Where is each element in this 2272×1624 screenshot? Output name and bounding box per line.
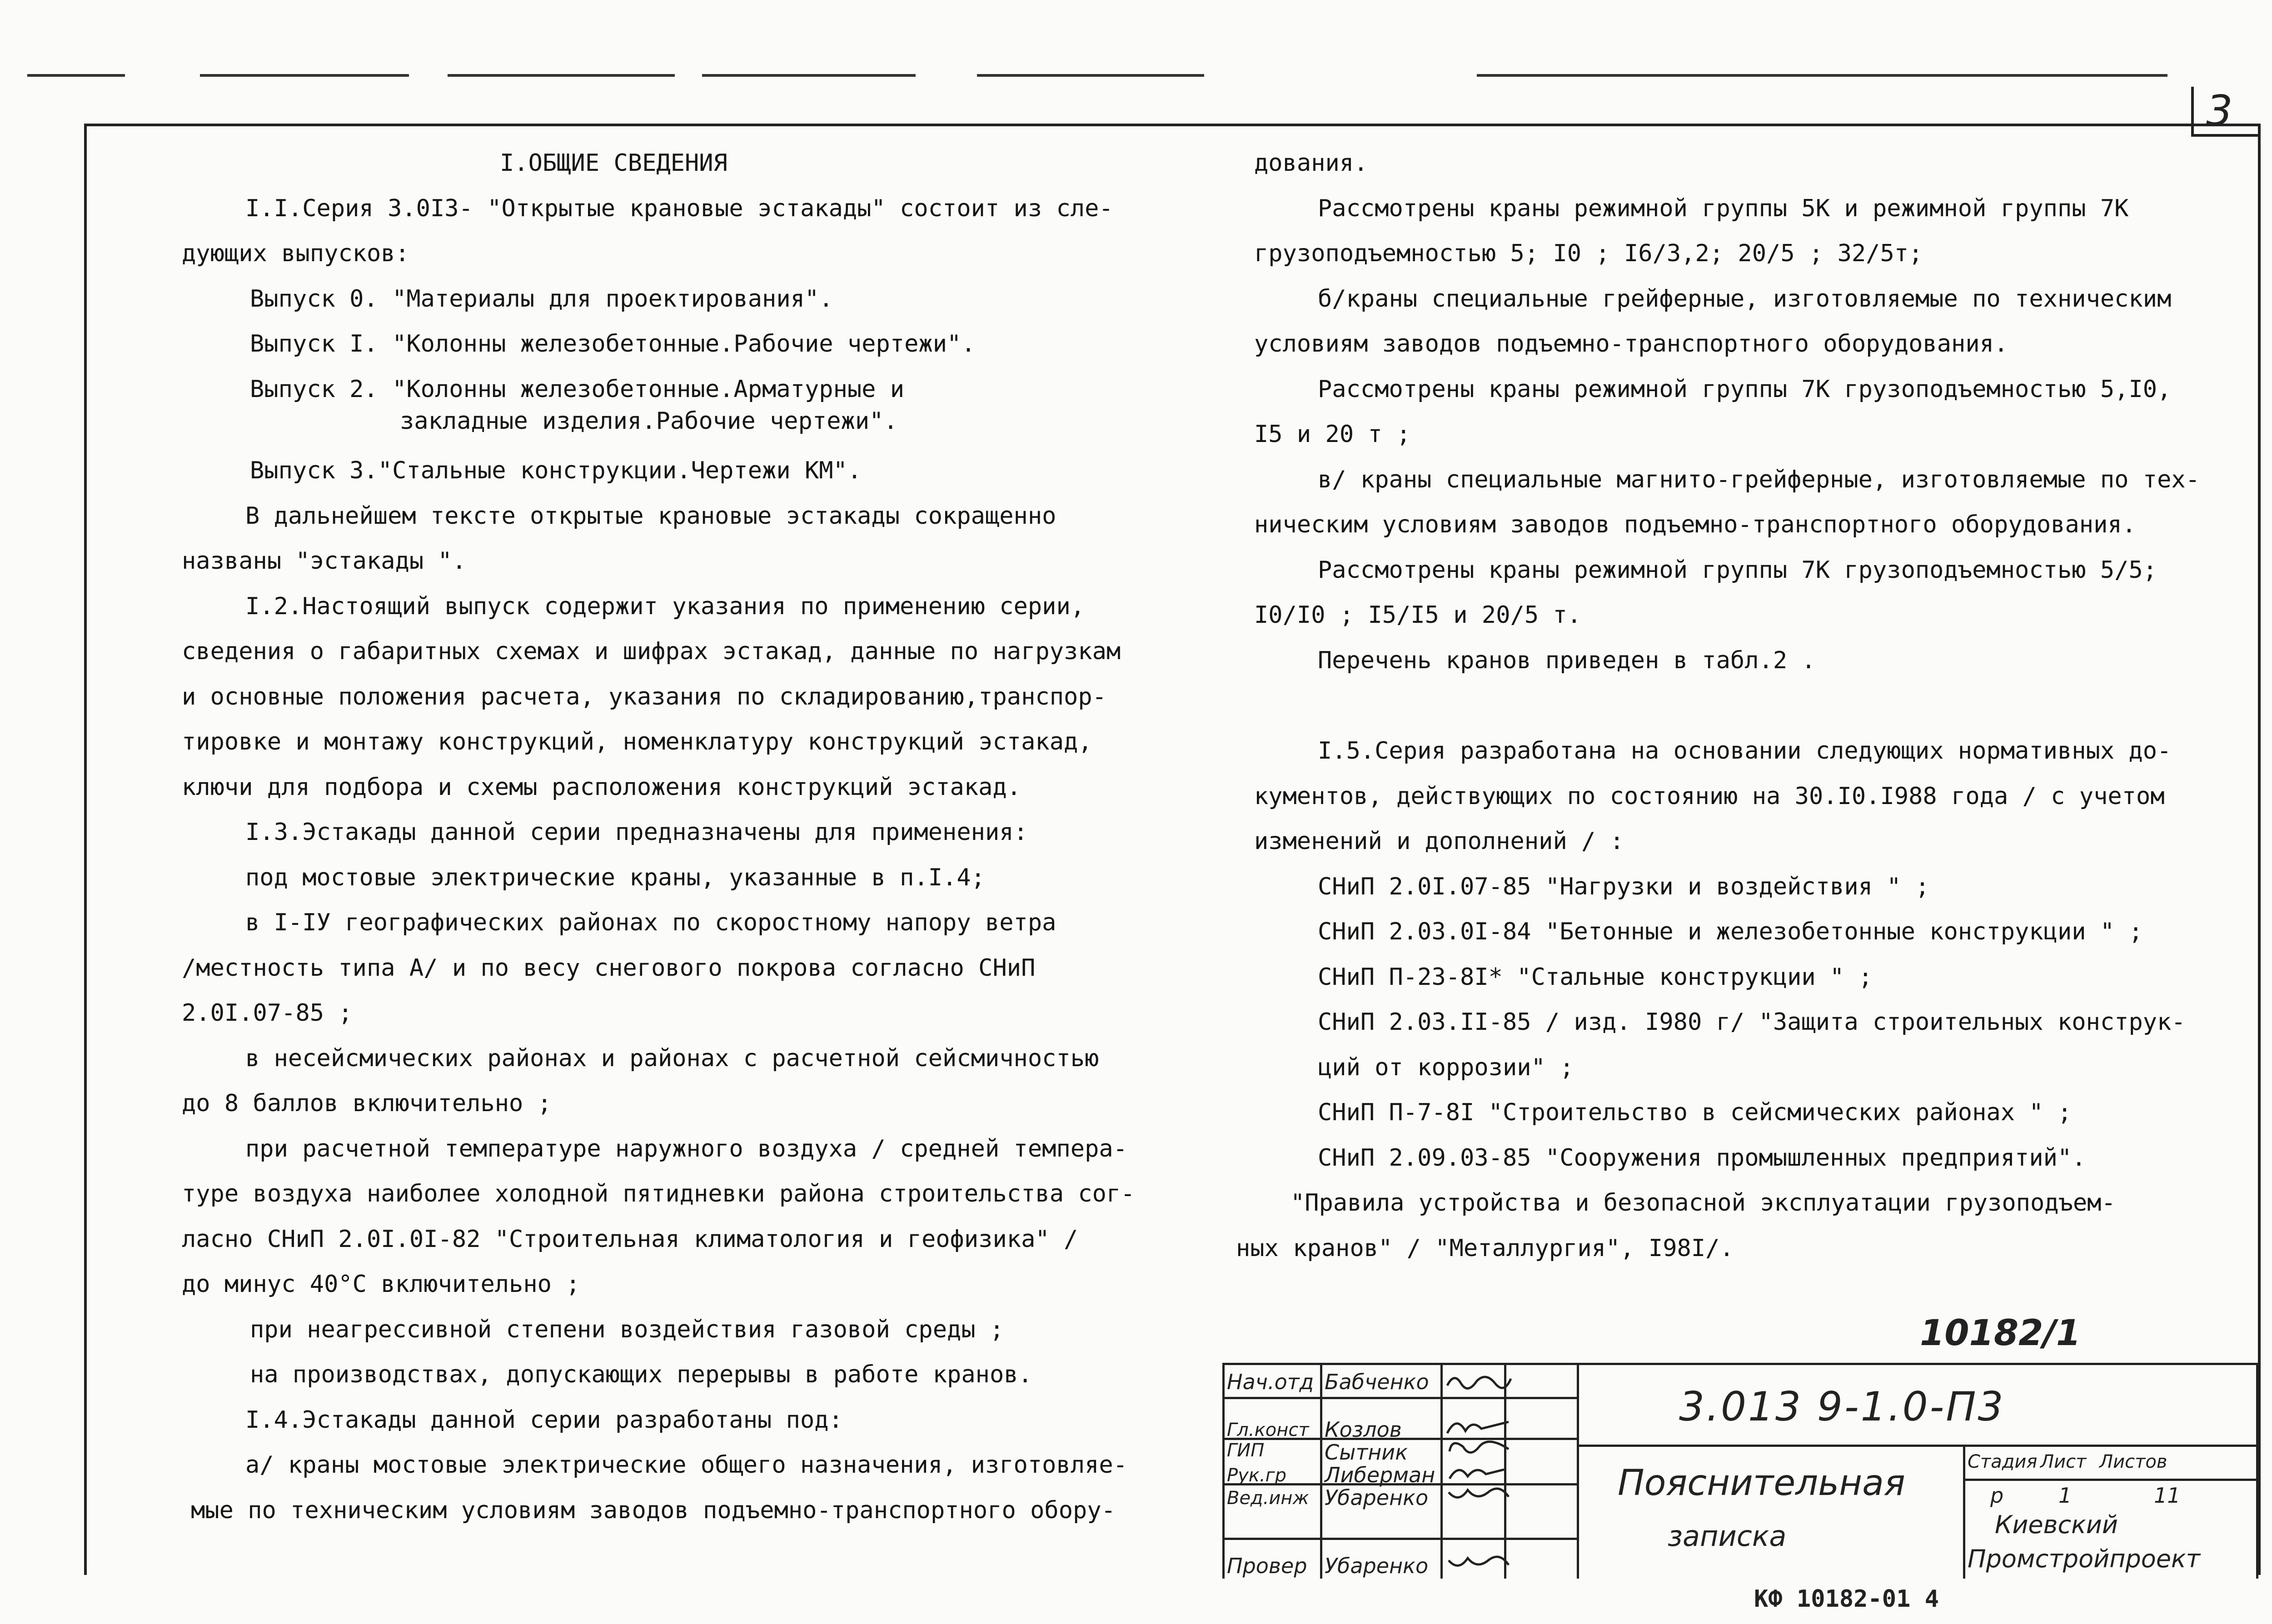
divider [1440,1363,1443,1579]
divider [1320,1363,1322,1579]
text-line: изменений и дополнений / : [1254,828,1624,855]
divider [27,74,125,77]
role-label: Провер [1227,1554,1307,1578]
stage-value: р [1990,1483,2004,1508]
text-line: в/ краны специальные магнито-грейферные, изготовляемые по тех- [1318,466,2200,493]
text-line: тировке и монтажу конструкций, номенклатуру конструкций эстакад, [182,728,1092,755]
sheets-header: Листов [2099,1451,2167,1472]
person-name: Бабченко [1325,1370,1429,1394]
divider [1222,1363,2261,1365]
person-name: Либерман [1325,1463,1435,1487]
text-line: при расчетной температуре наружного воздуха / средней темпера- [245,1135,1128,1162]
text-line: ций от коррозии" ; [1318,1053,1574,1081]
divider [1477,74,2167,77]
signature-icon [1445,1415,1513,1438]
text-line: Выпуск 2. "Колонны железобетонные.Арматурные и [250,375,905,403]
text-line: ных кранов" / "Металлургия", I98I/. [1236,1234,1734,1262]
sheet-number: 3 [2206,86,2233,135]
text-line: СНиП 2.03.0I-84 "Бетонные и железобетонные конструкции " ; [1318,918,2143,945]
text-line: закладные изделия.Рабочие чертежи". [400,407,898,435]
text-line: мые по техническим условиям заводов подъемно-транспортного обору- [191,1496,1116,1524]
text-line: Выпуск 0. "Материалы для проектирования". [250,285,833,313]
document-code: 3.013 9-1.0-П3 [1679,1383,2005,1430]
text-line: 2.0I.07-85 ; [182,999,353,1027]
text-line: в несейсмических районах и районах с расчетной сейсмичностью [245,1044,1099,1072]
divider [1963,1445,1965,1579]
text-line: I.5.Серия разработана на основании следующих нормативных до- [1318,737,2172,765]
text-line: Рассмотрены краны режимной группы 5К и режимной группы 7К [1318,194,2129,222]
footer-code [1754,1585,1939,1613]
divider [702,74,916,77]
role-label: Нач.отд [1227,1370,1314,1394]
signature-icon [1445,1551,1513,1574]
text-line: ключи для подбора и схемы расположения конструкций эстакад. [182,773,1021,801]
text-line: В дальнейшем тексте открытые крановые эстакады сокращенно [245,502,1056,530]
divider [977,74,1204,77]
divider [1577,1445,2261,1447]
organization-name: Промстройпроект [1968,1545,2201,1573]
text-line: Выпуск I. "Колонны железобетонные.Рабочие чертежи". [250,330,976,358]
document-title: Пояснительная [1618,1463,1905,1504]
organization-name: Киевский [1995,1510,2118,1539]
role-label: Вед.инж [1227,1488,1309,1509]
text-line: СНиП 2.0I.07-85 "Нагрузки и воздействия " ; [1318,873,1930,900]
text-line: до минус 40°С включительно ; [182,1271,580,1298]
text-line: туре воздуха наиболее холодной пятидневки района строительства сог- [182,1180,1135,1207]
text-line: СНиП 2.03.II-85 / изд. I980 г/ "Защита строительных конструк- [1318,1008,2186,1036]
signature-icon [1445,1460,1513,1483]
text-line: кументов, действующих по состоянию на 30.I0.I988 года / с учетом [1254,782,2165,810]
signature-icon [1445,1438,1513,1460]
divider [1222,1397,1577,1399]
divider [1963,1479,2261,1481]
divider [1577,1363,1579,1579]
text-line: Выпуск 3."Стальные конструкции.Чертежи КМ". [250,457,862,484]
text-line: "Правила устройства и безопасной эксплуатации грузоподъем- [1290,1189,2116,1217]
footer-code-suffix: 4 [1924,1585,1939,1613]
person-name: Сытник [1325,1440,1408,1465]
text-line: /местность типа А/ и по весу снегового покрова согласно СНиП [182,954,1036,982]
text-line: грузоподъемностью 5; I0 ; I6/3,2; 20/5 ; 32/5т; [1254,240,1923,267]
divider [1222,1538,1577,1540]
role-label: Гл.конст [1227,1420,1309,1440]
text-line: I.I.Серия 3.0I3- "Открытые крановые эстакады" состоит из сле- [245,194,1113,222]
footer-code-text: КФ 10182-01 [1754,1585,1911,1613]
section-heading: I.ОБЩИЕ СВЕДЕНИЯ [500,149,727,177]
sheet-value: 1 [2058,1483,2072,1508]
signature-icon [1445,1483,1513,1506]
person-name: Убаренко [1325,1485,1429,1510]
text-line: под мостовые электрические краны, указанные в п.I.4; [245,864,985,891]
sheets-value: 11 [2154,1483,2181,1508]
document-subtitle: записка [1668,1520,1787,1553]
text-line: СНиП П-7-8I "Строительство в сейсмических районах " ; [1318,1099,2072,1126]
sheet-header: Лист [2040,1451,2087,1472]
text-line: I5 и 20 т ; [1254,421,1411,448]
divider [2256,1363,2258,1579]
text-line: СНиП 2.09.03-85 "Сооружения промышленных предприятий". [1318,1144,2086,1172]
text-line: а/ краны мостовые электрические общего назначения, изготовляе- [245,1451,1128,1479]
text-line: условиям заводов подъемно-транспортного оборудования. [1254,330,2008,358]
person-name: Козлов [1325,1417,1402,1442]
divider [448,74,675,77]
text-line: Рассмотрены краны режимной группы 7К грузоподъемностью 5,I0, [1318,375,2172,403]
role-label: ГИП [1227,1440,1265,1461]
text-line: СНиП П-23-8I* "Стальные конструкции " ; [1318,963,1873,991]
left-text-column [182,141,1181,1533]
text-line: до 8 баллов включительно ; [182,1090,552,1117]
text-line: и основные положения расчета, указания по складированию,транспор- [182,683,1106,710]
text-line: Рассмотрены краны режимной группы 7К грузоподъемностью 5/5; [1318,556,2157,584]
text-line: дования. [1254,149,1368,177]
text-line: б/краны специальные грейферные, изготовляемые по техническим [1318,285,2172,313]
role-label: Рук.гр [1227,1465,1287,1486]
person-name: Убаренко [1325,1554,1429,1578]
text-line: сведения о габаритных схемах и шифрах эстакад, данные по нагрузкам [182,638,1121,665]
text-line: I.2.Настоящий выпуск содержит указания по применению серии, [245,592,1085,620]
text-line: в I-IУ географических районах по скоростному напору ветра [245,909,1056,936]
stage-header: Стадия [1968,1451,2038,1472]
text-line: I.4.Эстакады данной серии разработаны под: [245,1406,843,1434]
divider [1222,1363,1225,1579]
inventory-number: 10182/1 [1920,1313,2081,1354]
text-line: на производствах, допускающих перерывы в работе кранов. [250,1361,1032,1388]
spacer [1254,683,2186,729]
text-line: I.3.Эстакады данной серии предназначены для применения: [245,819,1028,846]
text-line: названы "эстакады ". [182,547,467,575]
text-line: при неагрессивной степени воздействия газовой среды ; [250,1316,1004,1343]
text-line: Перечень кранов приведен в табл.2 . [1318,646,1816,674]
divider [200,74,409,77]
text-line: дующих выпусков: [182,240,409,267]
signature-icon [1445,1370,1513,1392]
text-line: I0/I0 ; I5/I5 и 20/5 т. [1254,601,1582,629]
text-line: ническим условиям заводов подъемно-транспортного оборудования. [1254,511,2137,538]
right-text-column [1236,141,2200,1271]
text-line: ласно СНиП 2.0I.0I-82 "Строительная климатология и геофизика" / [182,1225,1078,1253]
